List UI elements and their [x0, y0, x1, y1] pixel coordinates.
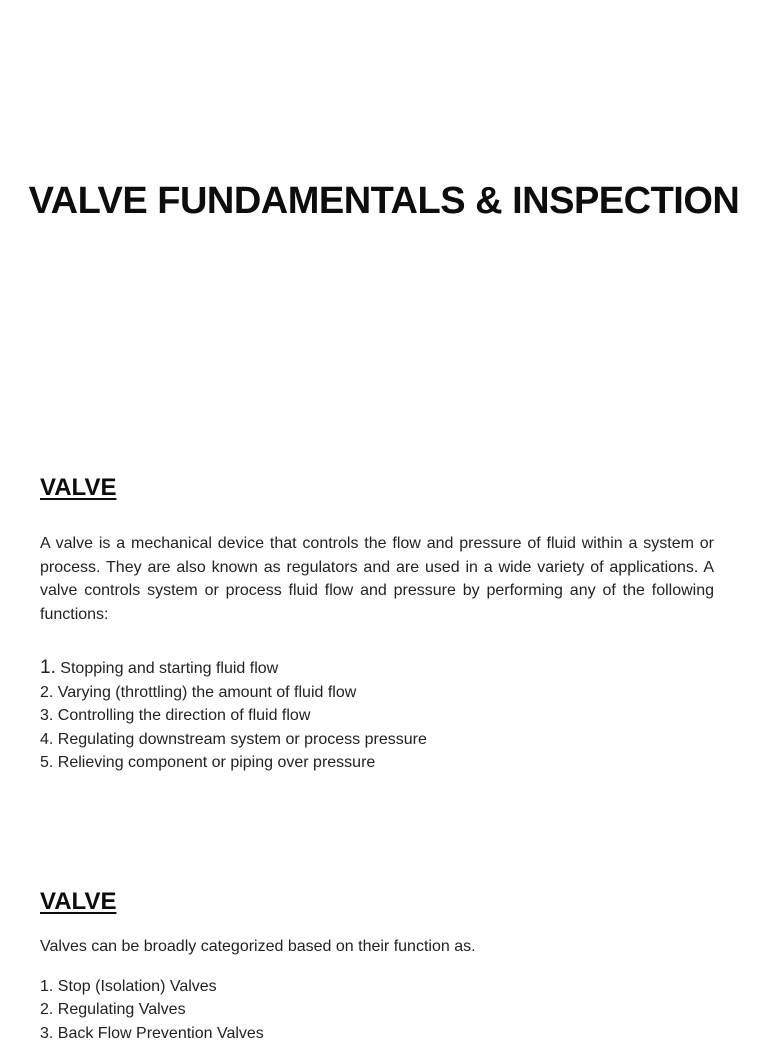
list-item-number: 2.	[40, 1001, 53, 1018]
list-item	[40, 656, 714, 681]
page-title: VALVE FUNDAMENTALS & INSPECTION	[0, 180, 768, 223]
list-item-text: Stop (Isolation) Valves	[53, 978, 216, 995]
list-item	[40, 728, 714, 752]
valve-categories-section	[40, 888, 714, 1045]
list-item-number: 1.	[40, 657, 56, 678]
list-item-number: 4.	[40, 731, 53, 748]
list-item	[40, 704, 714, 728]
valve-definition-paragraph: A valve is a mechanical device that controls the flow and pressure of fluid within a system or process. They are also known as regulators and are used in a wide variety of applications. A valve controls system or process fluid flow and pressure by performing any of the following functions:	[40, 532, 714, 626]
list-item	[40, 998, 714, 1022]
list-item-number: 1.	[40, 978, 53, 995]
valve-categories-intro: Valves can be broadly categorized based on their function as.	[40, 935, 714, 959]
list-item-text: Regulating Valves	[53, 1001, 185, 1018]
section-heading: VALVE	[40, 888, 714, 916]
list-item-text: Controlling the direction of fluid flow	[53, 707, 310, 724]
section-heading: VALVE	[40, 474, 714, 502]
list-item	[40, 751, 714, 775]
list-item-number: 3.	[40, 1025, 53, 1042]
list-item-text: Regulating downstream system or process pressure	[53, 731, 427, 748]
valve-functions-list	[40, 656, 714, 775]
list-item-number: 3.	[40, 707, 53, 724]
list-item-text: Relieving component or piping over pressure	[53, 754, 375, 771]
list-item	[40, 681, 714, 705]
list-item-text: Back Flow Prevention Valves	[53, 1025, 263, 1042]
list-item-text: Stopping and starting fluid flow	[56, 660, 278, 677]
list-item-number: 2.	[40, 684, 53, 701]
list-item	[40, 1022, 714, 1045]
list-item-number: 5.	[40, 754, 53, 771]
valve-definition-section	[40, 474, 714, 775]
list-item	[40, 975, 714, 999]
valve-categories-list	[40, 975, 714, 1045]
list-item-text: Varying (throttling) the amount of fluid flow	[53, 684, 356, 701]
